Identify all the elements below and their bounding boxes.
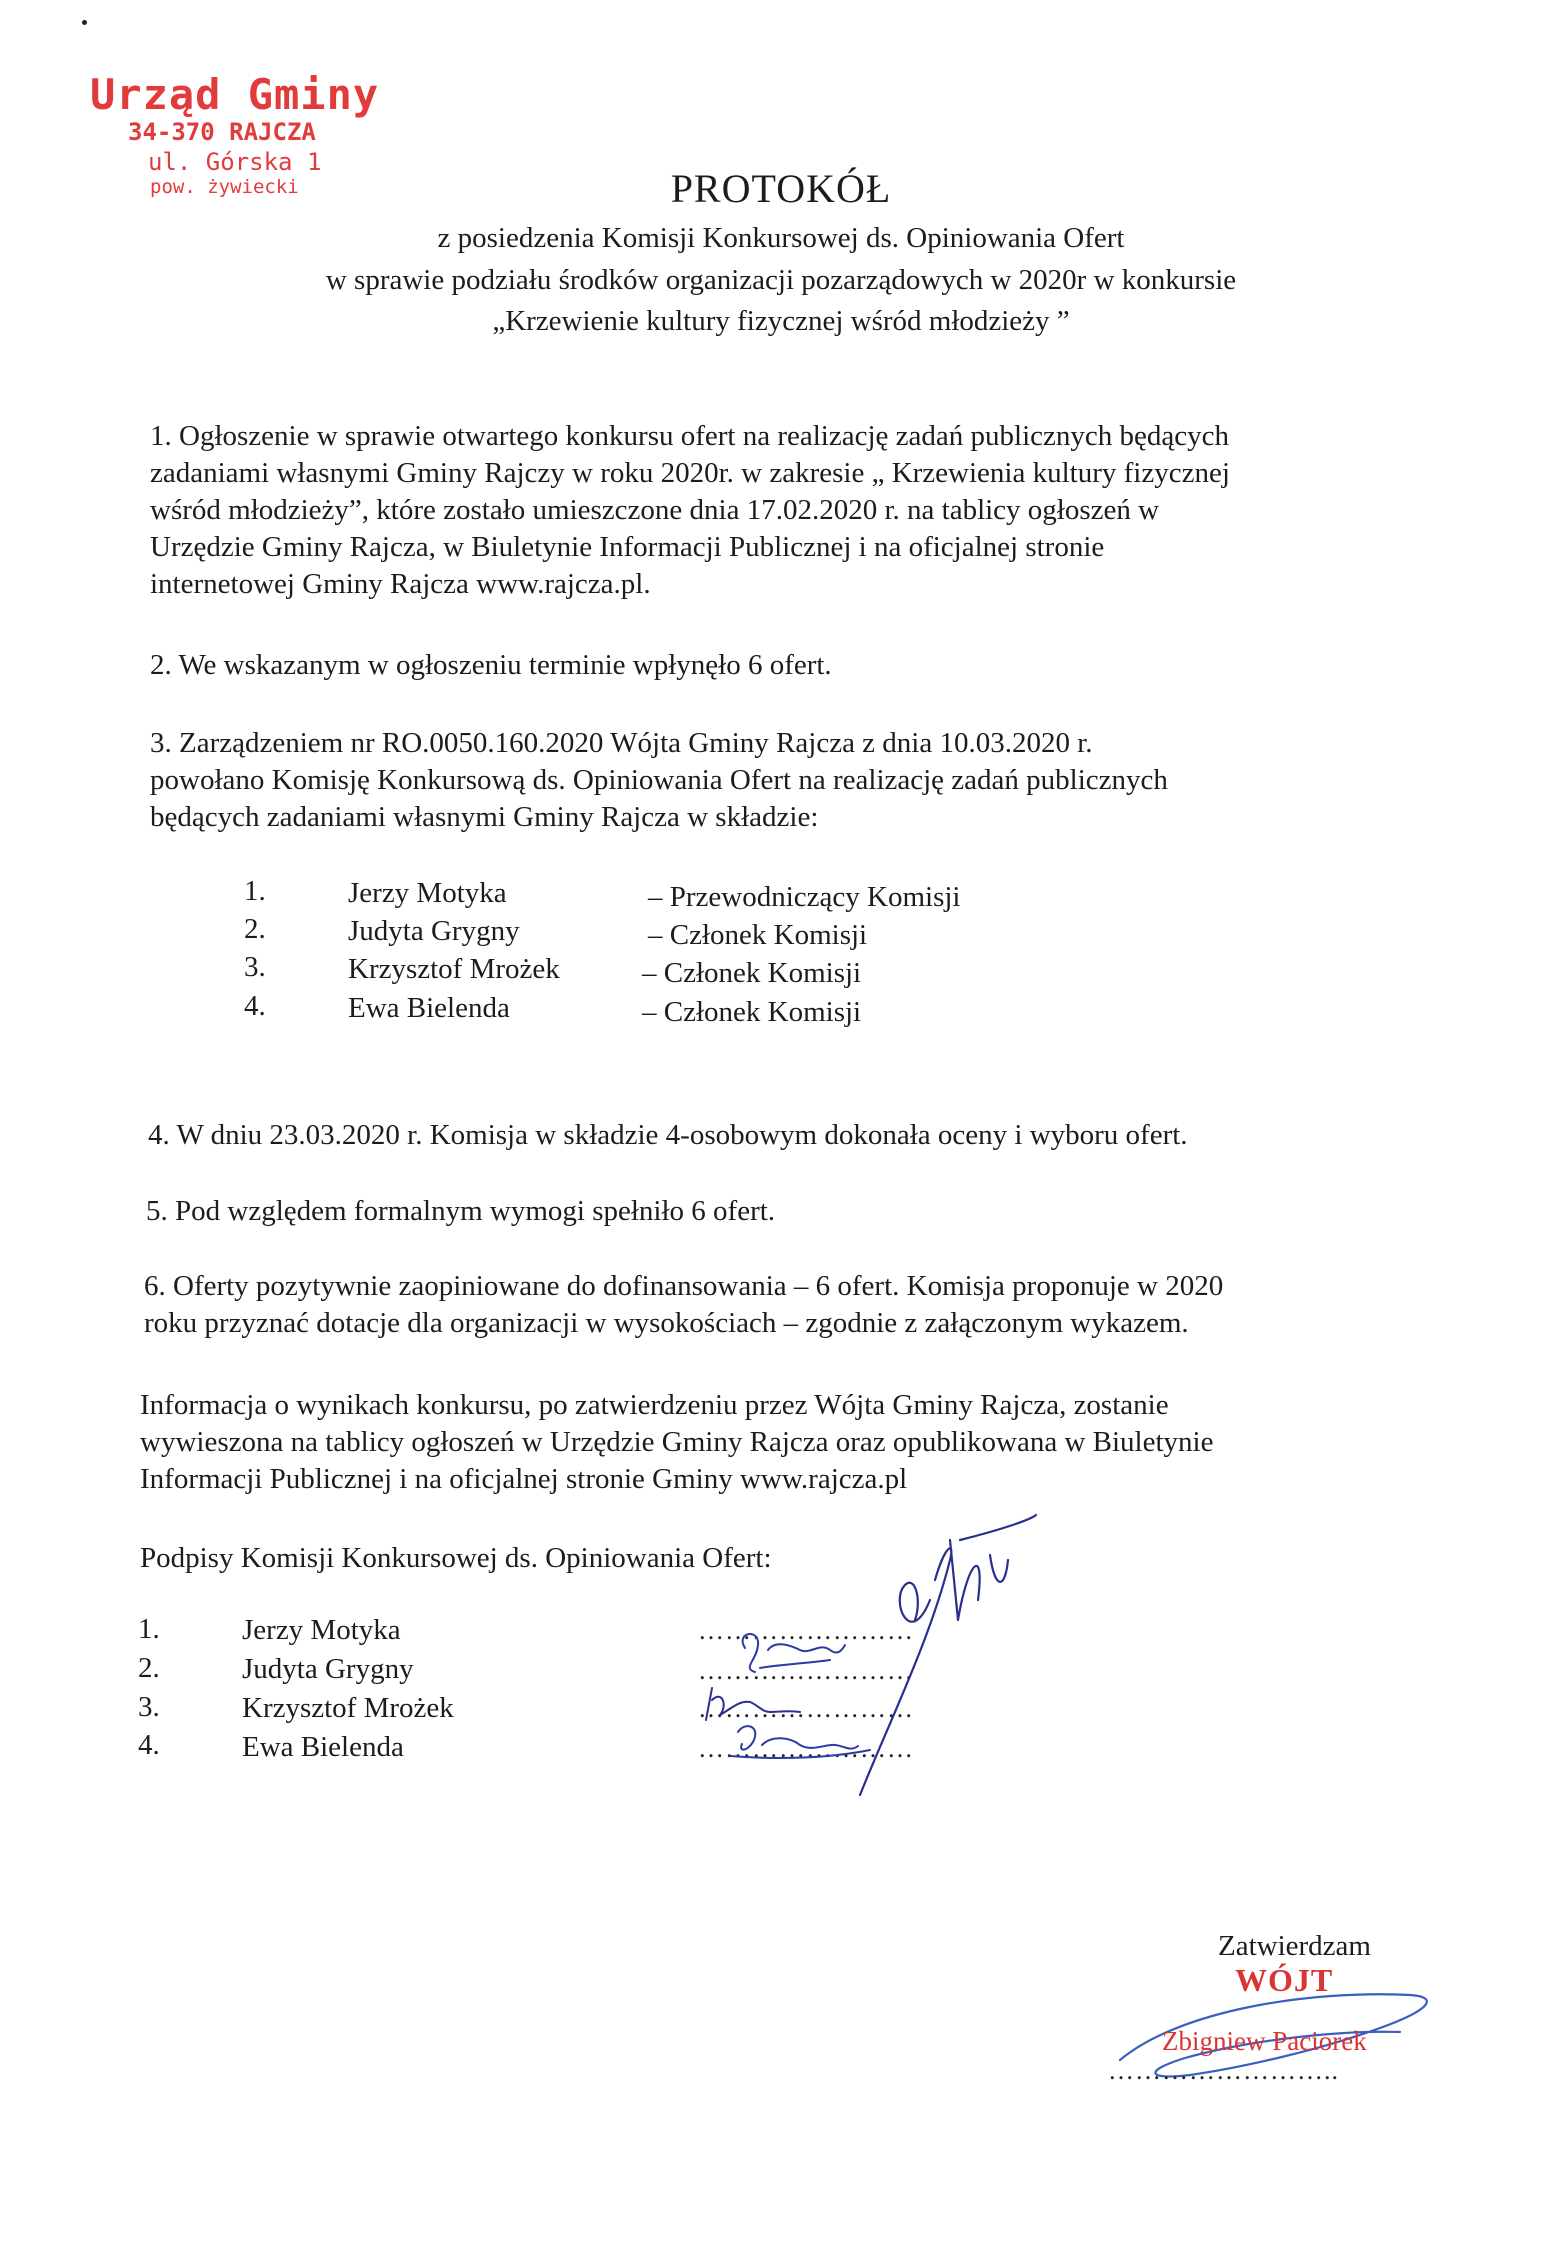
signature-line: …………………… [698, 1616, 914, 1645]
signatory-name: Ewa Bielenda [242, 1731, 404, 1763]
stamp-street: ul. Górska 1 [148, 148, 322, 176]
stamp-office-name: Urząd Gminy [90, 70, 380, 119]
approval-name: Zbigniew Paciorek [1162, 2026, 1367, 2056]
signature-line: …………………… [698, 1734, 914, 1763]
signatures-heading: Podpisy Komisji Konkursowej ds. Opiniowania Ofert: [140, 1542, 772, 1574]
committee-role: – Przewodniczący Komisji [648, 881, 961, 913]
committee-name: Judyta Grygny [348, 915, 520, 947]
subtitle-line-2: w sprawie podziału środków organizacji pozarządowych w 2020r w konkursie [325, 264, 1237, 296]
signatory-name: Jerzy Motyka [242, 1614, 401, 1646]
point-3-line: będących zadaniami własnymi Gminy Rajcza w składzie: [150, 801, 819, 833]
point-5: 5. Pod względem formalnym wymogi spełniło 6 ofert. [146, 1195, 776, 1227]
committee-role: – Członek Komisji [642, 996, 862, 1028]
committee-num: 1. [244, 875, 266, 907]
point-3-line: 3. Zarządzeniem nr RO.0050.160.2020 Wójta Gminy Rajcza z dnia 10.03.2020 r. [150, 727, 1093, 759]
info-line: Informacji Publicznej i na oficjalnej stronie Gminy www.rajcza.pl [140, 1463, 908, 1495]
committee-num: 4. [244, 990, 266, 1022]
signatory-num: 2. [138, 1652, 160, 1684]
signature-line: …………………… [698, 1656, 914, 1685]
signatory-num: 1. [138, 1613, 160, 1645]
signature-motyka [860, 1515, 1036, 1795]
point-1-line: internetowej Gminy Rajcza www.rajcza.pl. [150, 568, 651, 600]
approval-signature-line: …………………….. [1108, 2056, 1339, 2085]
signature-bielenda [730, 1726, 870, 1758]
point-1-line: zadaniami własnymi Gminy Rajczy w roku 2020r. w zakresie „ Krzewienia kultury fizycznej [150, 457, 1230, 489]
stamp-zip-city: 34-370 RAJCZA [128, 118, 316, 146]
stamp-district: pow. żywiecki [150, 176, 299, 198]
point-1-line: Urzędzie Gminy Rajcza, w Biuletynie Informacji Publicznej i na oficjalnej stronie [150, 531, 1105, 563]
point-6-line: 6. Oferty pozytywnie zaopiniowane do dofinansowania – 6 ofert. Komisja proponuje w 2020 [144, 1270, 1224, 1302]
approval-label: Zatwierdzam [1218, 1930, 1371, 1962]
committee-num: 2. [244, 913, 266, 945]
committee-role: – Członek Komisji [642, 957, 862, 989]
point-6-line: roku przyznać dotacje dla organizacji w wysokościach – zgodnie z załączonym wykazem. [144, 1307, 1189, 1339]
info-line: Informacja o wynikach konkursu, po zatwierdzeniu przez Wójta Gminy Rajcza, zostanie [140, 1389, 1169, 1421]
point-4: 4. W dniu 23.03.2020 r. Komisja w składzie 4-osobowym dokonała oceny i wyboru ofert. [148, 1119, 1188, 1151]
signature-line: …………………… [698, 1694, 914, 1723]
subtitle-line-3: „Krzewienie kultury fizycznej wśród młodzieży ” [492, 305, 1070, 337]
subtitle-line-1: z posiedzenia Komisji Konkursowej ds. Opiniowania Ofert [437, 222, 1125, 254]
signatory-num: 3. [138, 1691, 160, 1723]
committee-name: Krzysztof Mrożek [348, 953, 560, 985]
point-1-line: 1. Ogłoszenie w sprawie otwartego konkursu ofert na realizację zadań publicznych będących [150, 420, 1229, 452]
signatory-name: Judyta Grygny [242, 1653, 414, 1685]
committee-name: Jerzy Motyka [348, 877, 507, 909]
committee-role: – Członek Komisji [648, 919, 868, 951]
signatory-name: Krzysztof Mrożek [242, 1692, 454, 1724]
info-line: wywieszona na tablicy ogłoszeń w Urzędzie Gminy Rajcza oraz opublikowana w Biuletynie [140, 1426, 1214, 1458]
signature-mrozek [706, 1688, 800, 1720]
committee-num: 3. [244, 951, 266, 983]
committee-name: Ewa Bielenda [348, 992, 510, 1024]
signatory-num: 4. [138, 1729, 160, 1761]
point-3-line: powołano Komisję Konkursową ds. Opiniowania Ofert na realizację zadań publicznych [150, 764, 1168, 796]
document-title: PROTOKÓŁ [670, 166, 892, 211]
approval-role: WÓJT [1235, 1962, 1334, 1998]
point-1-line: wśród młodzieży”, które zostało umieszczone dnia 17.02.2020 r. na tablicy ogłoszeń w [150, 494, 1160, 526]
point-2: 2. We wskazanym w ogłoszeniu terminie wpłynęło 6 ofert. [150, 649, 832, 681]
signature-grygny [743, 1634, 845, 1672]
